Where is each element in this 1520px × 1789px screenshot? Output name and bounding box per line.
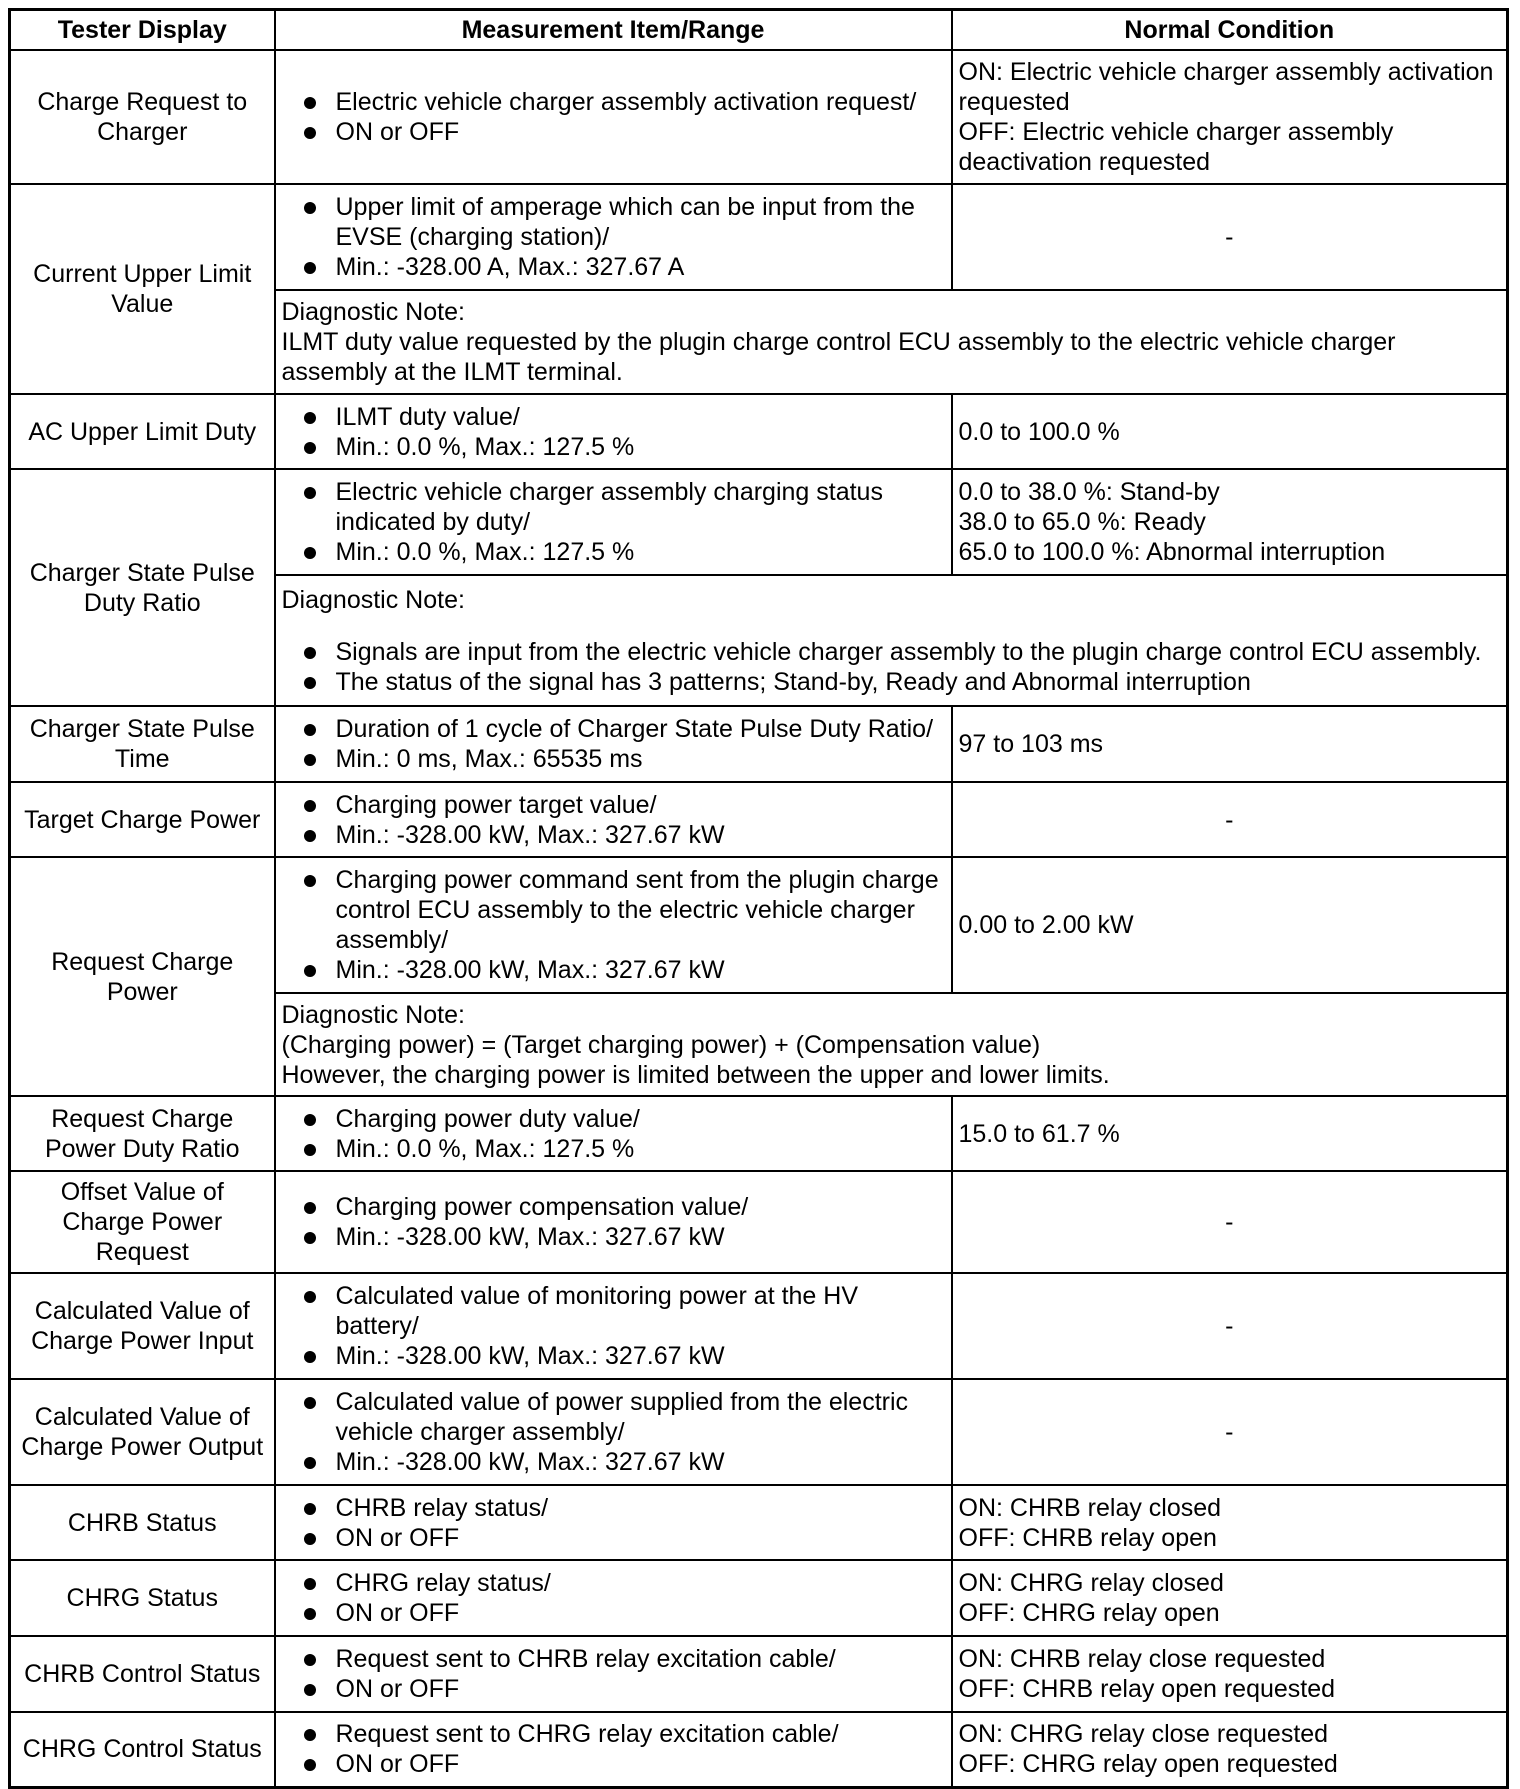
condition-line: 0.0 to 38.0 %: Stand-by [958,478,1220,506]
bullet-item: ILMT duty value/ [282,402,945,432]
condition-cell: - [952,782,1508,857]
bullet-item: ON or OFF [282,1523,945,1553]
bullet-item: CHRG relay status/ [282,1568,945,1598]
table-row [10,469,1508,575]
note-text: (Charging power) = (Target charging power) + (Compensation value) [281,1030,1041,1059]
bullet-item: Min.: 0.0 %, Max.: 127.5 % [282,537,945,567]
table-row [10,1485,1508,1560]
bullet-item: Min.: -328.00 kW, Max.: 327.67 kW [282,1447,945,1477]
measurement-cell [275,1096,952,1171]
table-row [10,857,1508,993]
measurement-cell [275,394,952,469]
measurement-cell [275,1379,952,1485]
condition-cell: 0.00 to 2.00 kW [952,857,1508,993]
bullet-item: ON or OFF [282,1598,945,1628]
table-row [10,184,1508,290]
note-text: ILMT duty value requested by the plugin charge control ECU assembly to the electric vehicle charger assembly at the ILMT terminal. [281,328,1396,386]
bullet-item: Min.: -328.00 kW, Max.: 327.67 kW [282,820,945,850]
measurement-cell [275,782,952,857]
bullet-item: Upper limit of amperage which can be input from the EVSE (charging station)/ [282,192,945,252]
note-title: Diagnostic Note: [281,298,465,326]
measurement-cell [275,1712,952,1787]
condition-cell: 0.0 to 100.0 % [952,394,1508,469]
condition-cell: 97 to 103 ms [952,706,1508,782]
header-normal-condition: Normal Condition [952,10,1508,51]
table-row [10,1560,1508,1636]
condition-cell [952,50,1508,184]
tester-display-cell: Calculated Value of Charge Power Output [10,1379,275,1485]
tester-display-cell: CHRG Control Status [10,1712,275,1787]
bullet-item: Min.: -328.00 A, Max.: 327.67 A [282,252,945,282]
measurement-cell [275,1171,952,1273]
table-row [10,50,1508,184]
bullet-item: Min.: -328.00 kW, Max.: 327.67 kW [282,1222,945,1252]
data-list-table [8,8,1509,1789]
bullet-item: Charging power duty value/ [282,1104,945,1134]
tester-display-cell: Target Charge Power [10,782,275,857]
tester-display-cell: Charger State Pulse Time [10,706,275,782]
tester-display-cell: Current Upper Limit Value [10,184,275,394]
table-row [10,1171,1508,1273]
measurement-cell [275,1560,952,1636]
header-measurement-item: Measurement Item/Range [275,10,952,51]
note-title: Diagnostic Note: [281,585,465,614]
header-row [10,10,1508,51]
condition-line: ON: Electric vehicle charger assembly activation requested [958,58,1494,116]
condition-cell: - [952,184,1508,290]
bullet-item: Charging power compensation value/ [282,1192,945,1222]
tester-display-cell: Calculated Value of Charge Power Input [10,1273,275,1379]
condition-cell [952,1560,1508,1636]
table-row [10,1096,1508,1171]
condition-line: OFF: CHRG relay open requested [958,1750,1338,1779]
tester-display-cell: Charger State Pulse Duty Ratio [10,469,275,706]
condition-cell [952,469,1508,575]
bullet-item: ON or OFF [282,1674,945,1704]
diagnostic-note-cell [275,993,1508,1096]
tester-display-cell: Charge Request to Charger [10,50,275,184]
condition-line: ON: CHRG relay close requested [958,1720,1329,1749]
bullet-item: Min.: -328.00 kW, Max.: 327.67 kW [282,1341,945,1371]
note-bullet: The status of the signal has 3 patterns; Stand-by, Ready and Abnormal interruption [282,667,1501,697]
condition-cell: 15.0 to 61.7 % [952,1096,1508,1171]
bullet-item: Request sent to CHRB relay excitation cable/ [282,1644,945,1674]
condition-line: 38.0 to 65.0 %: Ready [958,508,1206,536]
tester-display-cell: Request Charge Power Duty Ratio [10,1096,275,1171]
condition-line: 65.0 to 100.0 %: Abnormal interruption [958,538,1386,566]
condition-cell: - [952,1171,1508,1273]
table-row [10,1712,1508,1787]
condition-line: OFF: CHRB relay open [958,1523,1217,1552]
tester-display-cell: CHRB Control Status [10,1636,275,1712]
table-row [10,394,1508,469]
bullet-item: Calculated value of power supplied from the electric vehicle charger assembly/ [282,1387,945,1447]
bullet-item: Charging power target value/ [282,790,945,820]
measurement-cell [275,1636,952,1712]
bullet-item: Calculated value of monitoring power at the HV battery/ [282,1281,945,1341]
tester-display-cell: CHRB Status [10,1485,275,1560]
note-text: However, the charging power is limited between the upper and lower limits. [281,1060,1110,1089]
table-row [10,1379,1508,1485]
bullet-item: Electric vehicle charger assembly activation request/ [282,87,945,117]
bullet-item: Electric vehicle charger assembly charging status indicated by duty/ [282,477,945,537]
table-row [10,782,1508,857]
bullet-item: Min.: 0.0 %, Max.: 127.5 % [282,1134,945,1164]
bullet-item: Request sent to CHRG relay excitation cable/ [282,1719,945,1749]
condition-line: OFF: Electric vehicle charger assembly deactivation requested [958,118,1394,176]
tester-display-cell: Request Charge Power [10,857,275,1096]
measurement-cell [275,1273,952,1379]
condition-line: ON: CHRB relay closed [958,1493,1222,1522]
table-row [10,1636,1508,1712]
condition-line: ON: CHRB relay close requested [958,1645,1326,1673]
measurement-cell [275,469,952,575]
measurement-cell [275,1485,952,1560]
note-bullet: Signals are input from the electric vehicle charger assembly to the plugin charge control ECU assembly. [282,637,1501,667]
tester-display-cell: Offset Value of Charge Power Request [10,1171,275,1273]
header-tester-display: Tester Display [10,10,275,51]
bullet-item: Min.: 0.0 %, Max.: 127.5 % [282,432,945,462]
condition-cell [952,1485,1508,1560]
diagnostic-note-cell [275,575,1508,706]
measurement-cell [275,50,952,184]
measurement-cell [275,857,952,993]
condition-cell [952,1712,1508,1787]
bullet-item: Min.: 0 ms, Max.: 65535 ms [282,744,945,774]
condition-cell [952,1636,1508,1712]
table-row [10,706,1508,782]
condition-cell: - [952,1273,1508,1379]
condition-line: ON: CHRG relay closed [958,1569,1224,1597]
tester-display-cell: CHRG Status [10,1560,275,1636]
bullet-item: Duration of 1 cycle of Charger State Pulse Duty Ratio/ [282,714,945,744]
condition-cell: - [952,1379,1508,1485]
condition-line: OFF: CHRG relay open [958,1599,1220,1627]
tester-display-cell: AC Upper Limit Duty [10,394,275,469]
condition-line: OFF: CHRB relay open requested [958,1675,1336,1703]
bullet-item: CHRB relay status/ [282,1493,945,1523]
measurement-cell [275,184,952,290]
table-row [10,1273,1508,1379]
bullet-item: Min.: -328.00 kW, Max.: 327.67 kW [282,955,945,985]
diagnostic-note-cell [275,290,1508,394]
bullet-item: Charging power command sent from the plugin charge control ECU assembly to the electric vehicle charger assembly/ [282,865,945,955]
measurement-cell [275,706,952,782]
note-title: Diagnostic Note: [281,1000,465,1029]
bullet-item: ON or OFF [282,1749,945,1779]
bullet-item: ON or OFF [282,117,945,147]
